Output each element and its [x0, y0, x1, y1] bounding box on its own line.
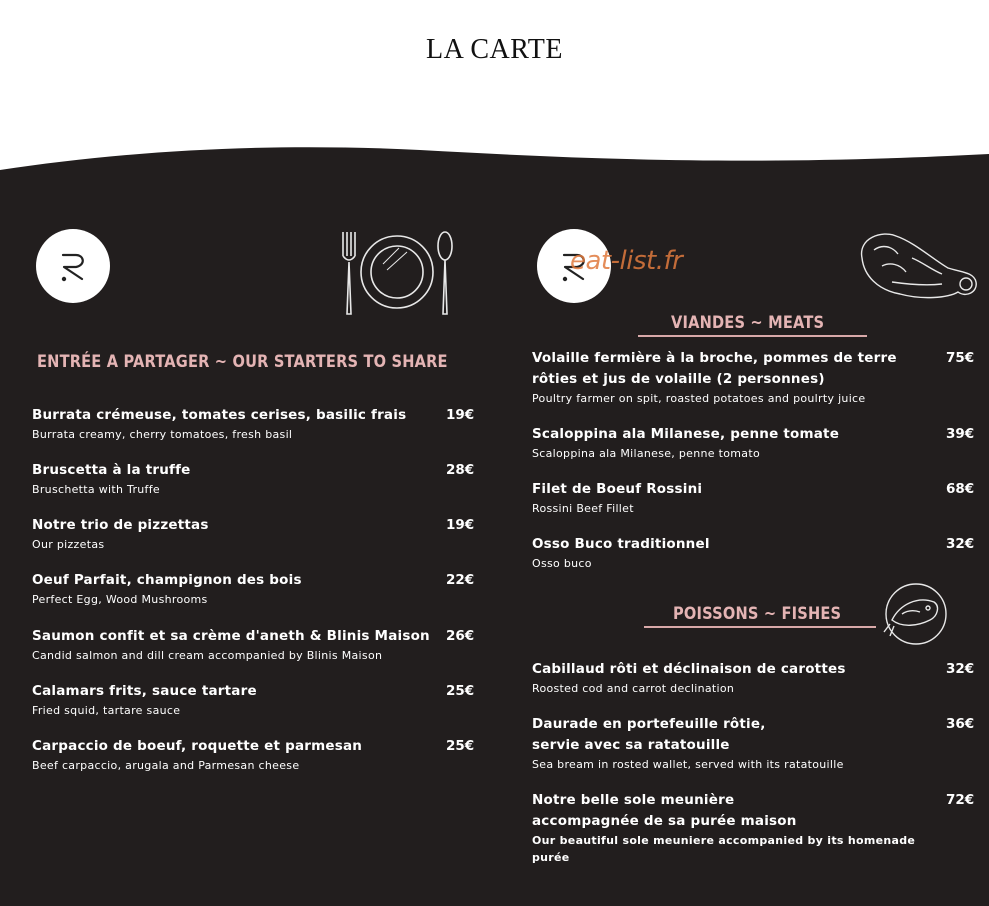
- menu-item: [532, 714, 932, 773]
- menu-item-price: 75€: [946, 350, 975, 366]
- menu-item: [32, 681, 452, 719]
- menu-item-price: 19€: [446, 407, 475, 423]
- menu-item-description: Candid salmon and dill cream accompanied by Blinis Maison: [32, 649, 383, 662]
- menu-item-price: 22€: [446, 572, 475, 588]
- menu-item-name: Notre trio de pizzettas: [32, 517, 209, 533]
- fishes-section-title: POISSONS ~ FISHES: [673, 604, 842, 624]
- menu-item-description: Bruschetta with Truffe: [32, 483, 160, 496]
- meats-section-title: VIANDES ~ MEATS: [671, 313, 825, 333]
- menu-item-description: Perfect Egg, Wood Mushrooms: [32, 593, 208, 606]
- menu-item-description: Burrata creamy, cherry tomatoes, fresh basil: [32, 428, 293, 441]
- menu-item-description: Osso buco: [532, 557, 592, 570]
- menu-item-name: Carpaccio de boeuf, roquette et parmesan: [32, 738, 363, 754]
- menu-item-price: 32€: [946, 661, 975, 677]
- cutlery-plate-icon: [335, 228, 459, 318]
- menu-item-name: Notre belle sole meunière accompagnée de sa purée maison: [532, 792, 797, 829]
- menu-item: [32, 515, 452, 553]
- menu-item-name: Bruscetta à la truffe: [32, 462, 191, 478]
- menu-item-price: 36€: [946, 716, 975, 732]
- menu-item-description: Our beautiful sole meuniere accompanied by its homenade purée: [532, 834, 916, 864]
- menu-item-name: Daurade en portefeuille rôtie, servie avec sa ratatouille: [532, 716, 766, 753]
- menu-item: [532, 534, 932, 572]
- menu-item-name: Filet de Boeuf Rossini: [532, 481, 703, 497]
- menu-item-name: Burrata crémeuse, tomates cerises, basilic frais: [32, 407, 407, 423]
- menu-item-name: Calamars frits, sauce tartare: [32, 683, 257, 699]
- menu-item-name: Volaille fermière à la broche, pommes de terre rôties et jus de volaille (2 personnes): [532, 350, 897, 387]
- meats-title-underline: [638, 335, 867, 337]
- menu-item: [532, 790, 932, 866]
- menu-item-price: 28€: [446, 462, 475, 478]
- menu-item: [32, 570, 452, 608]
- menu-item-price: 25€: [446, 683, 475, 699]
- menu-item-price: 19€: [446, 517, 475, 533]
- menu-item-price: 25€: [446, 738, 475, 754]
- menu-item-description: Sea bream in rosted wallet, served with its ratatouille: [532, 758, 844, 771]
- menu-item-description: Poultry farmer on spit, roasted potatoes and poulrty juice: [532, 392, 866, 405]
- menu-item-name: Osso Buco traditionnel: [532, 536, 710, 552]
- restaurant-logo-left: [36, 229, 110, 303]
- starters-section-title: ENTRÉE A PARTAGER ~ OUR STARTERS TO SHARE: [37, 352, 448, 372]
- menu-item-name: Cabillaud rôti et déclinaison de carottes: [532, 661, 846, 677]
- menu-item-description: Rossini Beef Fillet: [532, 502, 634, 515]
- menu-item-description: Fried squid, tartare sauce: [32, 704, 181, 717]
- watermark: eat-list.fr: [570, 246, 683, 276]
- menu-item-name: Saumon confit et sa crème d'aneth & Blinis Maison: [32, 628, 430, 644]
- menu-item: [532, 348, 932, 407]
- menu-item-price: 68€: [946, 481, 975, 497]
- menu-item-description: Our pizzetas: [32, 538, 105, 551]
- menu-item: [532, 424, 932, 462]
- menu-item-description: Roosted cod and carrot declination: [532, 682, 735, 695]
- menu-item: [532, 479, 932, 517]
- menu-item-price: 72€: [946, 792, 975, 808]
- menu-item-description: Beef carpaccio, arugala and Parmesan cheese: [32, 759, 300, 772]
- menu-item-description: Scaloppina ala Milanese, penne tomato: [532, 447, 760, 460]
- fishes-title-underline: [644, 626, 876, 628]
- menu-item: [32, 460, 452, 498]
- fish-plate-icon: [882, 580, 950, 648]
- menu-item: [32, 736, 452, 774]
- menu-item-name: Scaloppina ala Milanese, penne tomate: [532, 426, 840, 442]
- menu-item: [32, 405, 452, 443]
- meat-drumstick-icon: [852, 228, 980, 306]
- menu-item-price: 26€: [446, 628, 475, 644]
- menu-item-name: Oeuf Parfait, champignon des bois: [32, 572, 302, 588]
- menu-item-price: 39€: [946, 426, 975, 442]
- menu-item: [532, 659, 932, 697]
- page-title: LA CARTE: [426, 34, 563, 65]
- menu-item: [32, 626, 452, 664]
- menu-item-price: 32€: [946, 536, 975, 552]
